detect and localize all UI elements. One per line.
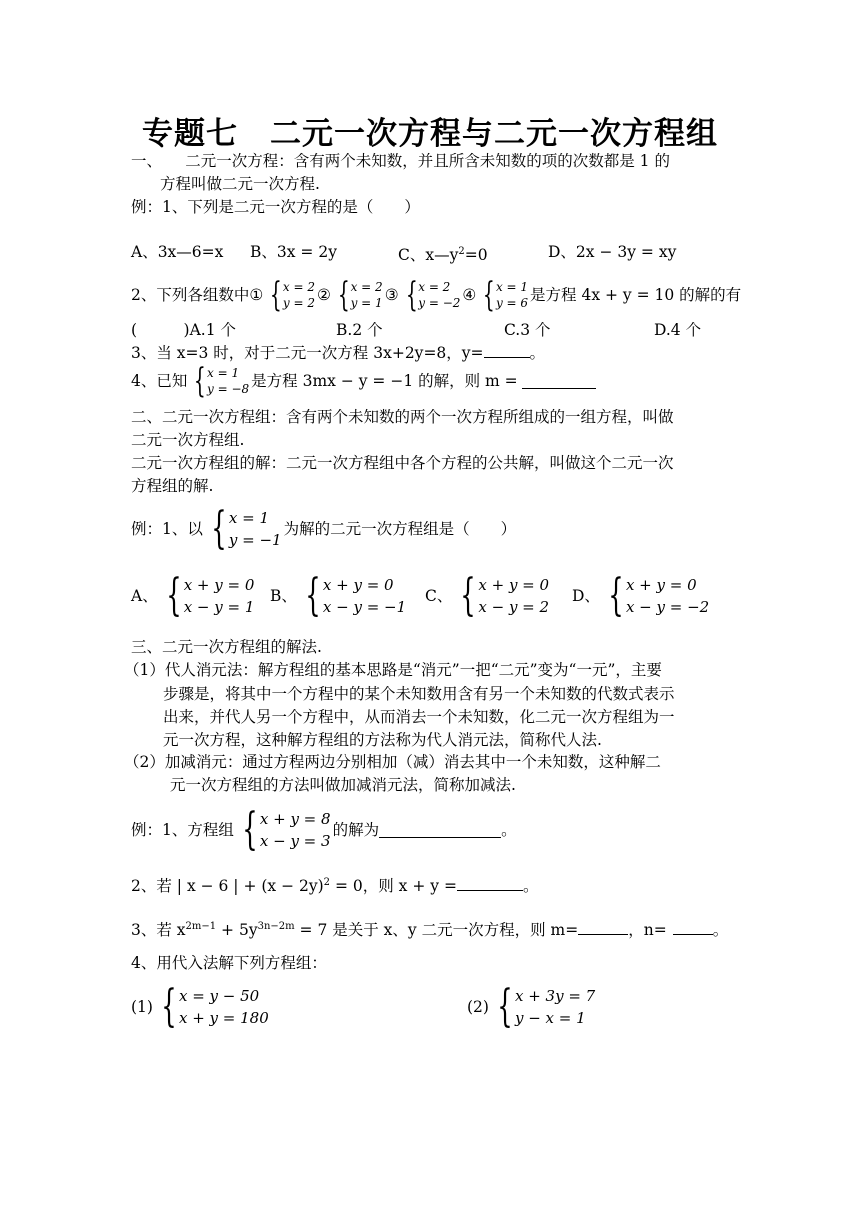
- sec1-option-d: D、2x − 3y = xy: [548, 243, 677, 261]
- sec3-question3: 3、若 $x^{2m-1} + 5y^{3n-2m} = 7$ 是关于 x、y 二元一次方程，则 m= ，n= 。: [131, 921, 729, 940]
- sec3-method2-line1: （2）加减消元：通过方程两边分别相加（减）消去其中一个未知数，这种解二: [124, 753, 661, 771]
- solution-set-3: { x = 2 y = −2: [405, 275, 461, 315]
- sec2-example: 例：1、以 { x = 1 y = −1 为解的二元一次方程组是（ ）: [131, 503, 517, 554]
- sec1-line2: 方程叫做二元一次方程.: [160, 175, 320, 193]
- sec2-line3: 二元一次方程组的解：二元一次方程组中各个方程的公共解，叫做这个二元一次: [131, 454, 674, 472]
- sec3-question4: 4、用代入法解下列方程组：: [131, 954, 327, 972]
- sec3-method1-line4: 元一次方程，这种解方程组的方法称为代人消元法，简称代人法.: [163, 731, 602, 749]
- sec1-q2-option-a: ( )A.1 个: [131, 321, 237, 339]
- sec1-option-b: B、3x = 2y: [250, 243, 337, 261]
- sec3-system-1: (1) { x = y − 50 x + y = 180: [131, 981, 269, 1032]
- sec1-question2: 2、下列各组数中 ① { x = 2 y = 2 ② { x = 2 y = 1 ③ { x = 2 y = −2 ④ { x = 1 y = 6 是方程 4x + y = 10 的解的有: [131, 275, 742, 315]
- solution-set-4: { x = 1 y = 6: [483, 275, 529, 315]
- sec1-option-a: A、3x—6=x: [131, 243, 224, 261]
- solution-set-2: { x = 2 y = 1: [337, 275, 383, 315]
- sec1-example1: 例：1、下列是二元一次方程的是（ ）: [131, 198, 420, 216]
- sec1-q2-option-b: B.2 个: [336, 321, 383, 339]
- solution-set-1: { x = 2 y = 2: [270, 275, 316, 315]
- sec1-line1: 一、 二元一次方程：含有两个未知数，并且所含未知数的项的次数都是 1 的: [131, 152, 670, 170]
- sec3-heading: 三、二元一次方程组的解法.: [131, 638, 322, 656]
- sec2-option-a: A、 { x + y = 0 x − y = 1: [131, 570, 255, 621]
- sec3-method1-line1: （1）代人消元法：解方程组的基本思路是“消元”一把“二元”变为“一元”，主要: [124, 661, 662, 679]
- sec2-option-c: C、 { x + y = 0 x − y = 2: [425, 570, 550, 621]
- page-title: 专题七 二元一次方程与二元一次方程组: [142, 116, 718, 152]
- sec1-q2-option-d: D.4 个: [654, 321, 702, 339]
- sec2-line4: 方程组的解.: [131, 477, 214, 495]
- sec3-method1-line2: 步骤是，将其中一个方程中的某个未知数用含有另一个未知数的代数式表示: [163, 685, 675, 703]
- sec1-question4: 4、已知 { x = 1 y = −8 是方程 3mx − y = −1 的解，则 m =: [131, 364, 596, 398]
- sec3-method1-line3: 出来，并代人另一个方程中，从而消去一个未知数，化二元一次方程组为一: [163, 708, 675, 726]
- sec2-line2: 二元一次方程组.: [131, 431, 245, 449]
- sec1-option-c: C、$x—y^2=0$: [398, 246, 488, 265]
- sec3-example1: 例：1、方程组 { x + y = 8 x − y = 3 的解为 。: [131, 804, 517, 855]
- sec1-question3: 3、当 x=3 时，对于二元一次方程 3x+2y=8，y= 。: [131, 344, 546, 362]
- sec2-option-b: B、 { x + y = 0 x − y = −1: [270, 570, 407, 621]
- sec2-line1: 二、二元一次方程组：含有两个未知数的两个一次方程所组成的一组方程，叫做: [131, 408, 674, 426]
- sec3-question2: 2、若 | x − 6 | + $(x - 2y)^2 = 0$，则 x + y = 。: [131, 877, 539, 896]
- sec3-method2-line2: 元一次方程组的方法叫做加减消元法，简称加减法.: [170, 776, 516, 794]
- sec3-system-2: (2) { x + 3y = 7 y − x = 1: [467, 981, 596, 1032]
- sec1-q2-option-c: C.3 个: [504, 321, 551, 339]
- sec2-option-d: D、 { x + y = 0 x − y = −2: [572, 570, 710, 621]
